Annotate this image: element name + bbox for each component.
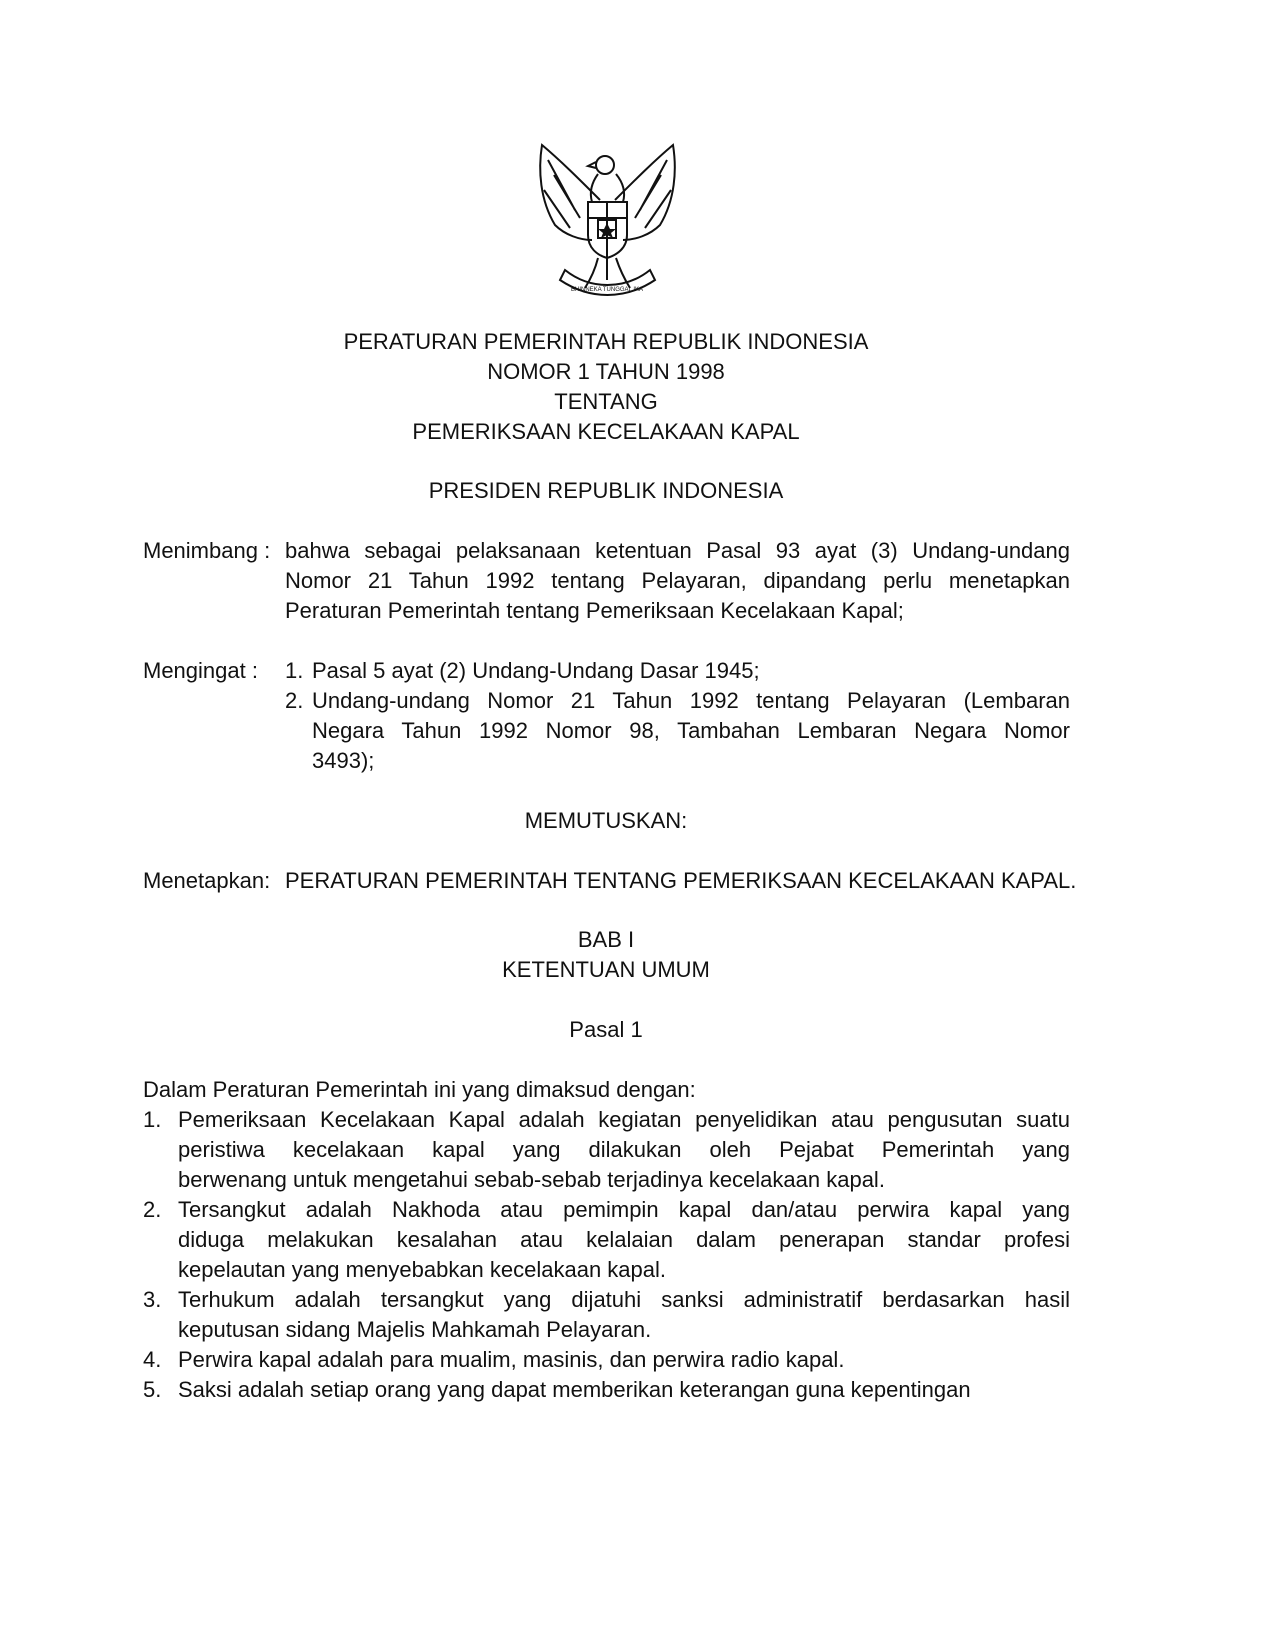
definition-number: 4. — [143, 1347, 162, 1372]
definition-text: Terhukum adalah tersangkut yang dijatuhi sanksi administratif berdasarkan hasil — [178, 1287, 1070, 1312]
definition-text: diduga melakukan kesalahan atau kelalaian dalam penerapan standar profesi — [178, 1227, 1070, 1252]
mengingat-item-text: Pasal 5 ayat (2) Undang-Undang Dasar 1945; — [312, 658, 760, 683]
definition-text: Tersangkut adalah Nakhoda atau pemimpin kapal dan/atau perwira kapal yang — [178, 1197, 1070, 1222]
mengingat-item-number: 1. — [285, 658, 304, 683]
memutuskan-heading: MEMUTUSKAN: — [524, 808, 688, 833]
menetapkan-label: Menetapkan: — [143, 868, 271, 893]
definition-text: Perwira kapal adalah para mualim, masinis, dan perwira radio kapal. — [178, 1347, 845, 1372]
chapter-heading: BAB I — [577, 927, 635, 952]
definition-number: 2. — [143, 1197, 162, 1222]
document-title-line: PEMERIKSAAN KECELAKAAN KAPAL — [412, 419, 800, 444]
definition-text: kepelautan yang menyebabkan kecelakaan kapal. — [178, 1257, 667, 1282]
article-intro: Dalam Peraturan Pemerintah ini yang dimaksud dengan: — [143, 1077, 696, 1102]
chapter-heading: KETENTUAN UMUM — [502, 957, 710, 982]
mengingat-item-text: Undang-undang Nomor 21 Tahun 1992 tentang Pelayaran (Lembaran — [312, 688, 1070, 713]
menimbang-label: Menimbang : — [143, 538, 271, 563]
definition-text: keputusan sidang Majelis Mahkamah Pelayaran. — [178, 1317, 652, 1342]
mengingat-item-text: Negara Tahun 1992 Nomor 98, Tambahan Lembaran Negara Nomor — [312, 718, 1070, 743]
menetapkan-text: PERATURAN PEMERINTAH TENTANG PEMERIKSAAN KECELAKAAN KAPAL. — [285, 868, 1077, 893]
issuer-heading: PRESIDEN REPUBLIK INDONESIA — [428, 478, 784, 503]
menimbang-text: Peraturan Pemerintah tentang Pemeriksaan Kecelakaan Kapal; — [285, 598, 904, 623]
document-title-line: PERATURAN PEMERINTAH REPUBLIK INDONESIA — [343, 329, 869, 354]
definition-number: 5. — [143, 1377, 162, 1402]
document-title-line: TENTANG — [554, 389, 658, 414]
article-heading: Pasal 1 — [569, 1017, 643, 1042]
mengingat-item-number: 2. — [285, 688, 304, 713]
definition-number: 1. — [143, 1107, 162, 1132]
document-title-line: NOMOR 1 TAHUN 1998 — [487, 359, 725, 384]
definition-text: peristiwa kecelakaan kapal yang dilakukan oleh Pejabat Pemerintah yang — [178, 1137, 1070, 1162]
menimbang-text: Nomor 21 Tahun 1992 tentang Pelayaran, dipandang perlu menetapkan — [285, 568, 1070, 593]
definition-text: Saksi adalah setiap orang yang dapat memberikan keterangan guna kepentingan — [178, 1377, 971, 1402]
definition-text: berwenang untuk mengetahui sebab-sebab terjadinya kecelakaan kapal. — [178, 1167, 885, 1192]
menimbang-text: bahwa sebagai pelaksanaan ketentuan Pasal 93 ayat (3) Undang-undang — [285, 538, 1070, 563]
definition-number: 3. — [143, 1287, 162, 1312]
mengingat-label: Mengingat : — [143, 658, 258, 683]
definition-text: Pemeriksaan Kecelakaan Kapal adalah kegiatan penyelidikan atau pengusutan suatu — [178, 1107, 1070, 1132]
svg-text:BHINNEKA TUNGGAL IKA: BHINNEKA TUNGGAL IKA — [570, 287, 644, 293]
mengingat-item-text: 3493); — [312, 748, 375, 773]
garuda-emblem — [530, 140, 685, 300]
